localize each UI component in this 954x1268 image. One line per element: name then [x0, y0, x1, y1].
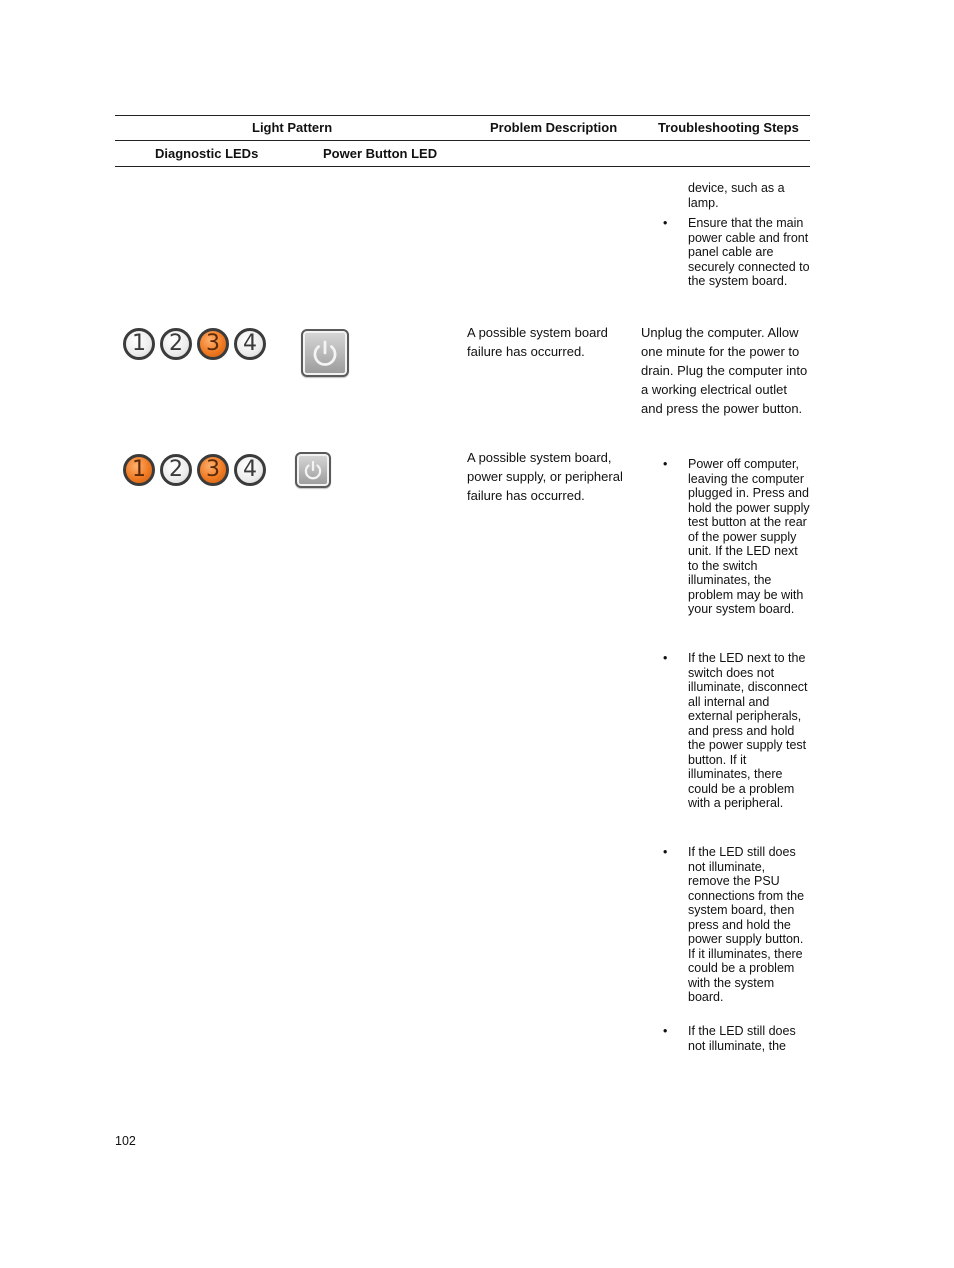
- header-troubleshooting-steps: Troubleshooting Steps: [658, 120, 799, 135]
- power-button-icon: [301, 329, 349, 377]
- header-power-button-led: Power Button LED: [323, 146, 438, 161]
- table-top-rule: [115, 115, 810, 116]
- bullet-text: If the LED still does not illuminate, remove the PSU connections from the system board, then press and hold the power supply button. If it illuminates, there could be a problem with the system board.: [688, 845, 805, 1004]
- page-number: 102: [115, 1134, 136, 1148]
- bullet-text: Ensure that the main power cable and front panel cable are securely connected to the system board.: [688, 216, 810, 288]
- continued-step-text: device, such as a lamp.: [688, 181, 785, 210]
- led-3-lit: 3: [197, 454, 229, 486]
- table-header-bottom-rule: [115, 166, 810, 167]
- diagnostic-leds-row-1: [123, 328, 266, 360]
- led-4: 4: [234, 454, 266, 486]
- led-4: 4: [234, 328, 266, 360]
- troubleshooting-step-bullet: [663, 1024, 810, 1053]
- bullet-text: Power off computer, leaving the computer plugged in. Press and hold the power supply test button at the rear of the power supply unit. If the LED next to the switch illuminates, the problem may be with your system board.: [688, 457, 810, 616]
- header-problem-description: Problem Description: [490, 120, 618, 135]
- bullet-marker: •: [663, 651, 668, 665]
- troubleshooting-step-bullet: [663, 457, 810, 617]
- bullet-marker: •: [663, 1024, 668, 1038]
- bullet-text: If the LED still does not illuminate, the: [688, 1024, 796, 1053]
- power-button-icon: [295, 452, 331, 488]
- bullet-marker: •: [663, 457, 668, 471]
- led-3-lit: 3: [197, 328, 229, 360]
- diagnostic-leds-row-2: [123, 454, 266, 486]
- table-header-divider: [115, 140, 810, 141]
- problem-description-row-1: A possible system board failure has occurred.: [467, 325, 608, 359]
- troubleshooting-step-bullet: [663, 845, 810, 1005]
- led-2: 2: [160, 454, 192, 486]
- led-1-lit: 1: [123, 454, 155, 486]
- bullet-text: If the LED next to the switch does not illuminate, disconnect all internal and external peripherals, and press and hold the power supply test button. If it illuminates, there could be a problem with a peripheral.: [688, 651, 808, 810]
- led-1: 1: [123, 328, 155, 360]
- problem-description-row-2: A possible system board, power supply, or peripheral failure has occurred.: [467, 450, 623, 503]
- led-2: 2: [160, 328, 192, 360]
- header-diagnostic-leds: Diagnostic LEDs: [155, 146, 259, 161]
- bullet-marker: •: [663, 845, 668, 859]
- bullet-marker: •: [663, 216, 668, 230]
- header-light-pattern: Light Pattern: [252, 120, 333, 135]
- troubleshooting-step-bullet: [663, 651, 810, 811]
- troubleshooting-steps-row-1: Unplug the computer. Allow one minute for the power to drain. Plug the computer into a working electrical outlet and press the power button.: [641, 325, 808, 416]
- continued-step-bullet: [663, 216, 810, 289]
